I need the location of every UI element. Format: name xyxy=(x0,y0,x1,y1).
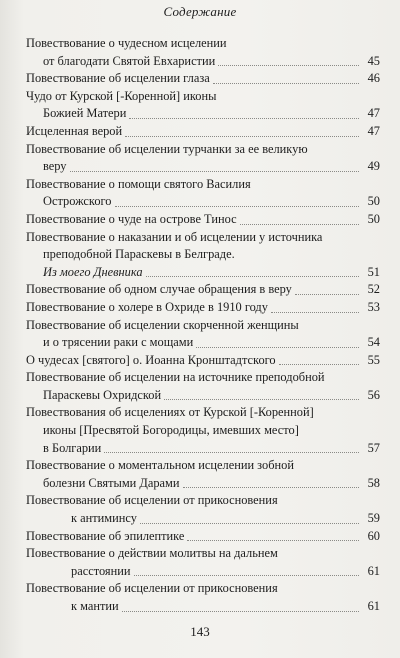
toc-entry-page: 46 xyxy=(367,71,380,86)
dot-leader xyxy=(129,118,359,119)
toc-entry-title: Повествование о наказании и об исцелении у источника xyxy=(26,229,323,244)
toc-entry-title: веру xyxy=(43,159,67,174)
dot-leader xyxy=(218,65,359,66)
dot-leader xyxy=(164,399,359,400)
page-title: Содержание xyxy=(163,4,237,19)
toc-entry xyxy=(26,158,380,176)
dot-leader xyxy=(134,575,360,576)
toc-entry-title: Повествование о моментальном исцелении зобной xyxy=(26,458,294,473)
toc-entry-page: 50 xyxy=(367,194,380,209)
toc-entry-page: 58 xyxy=(367,475,380,490)
dot-leader xyxy=(213,83,359,84)
toc-entry-page: 51 xyxy=(367,264,380,279)
toc-entry-title: и о трясении раки с мощами xyxy=(43,335,194,350)
toc-entry xyxy=(26,387,380,405)
dot-leader xyxy=(240,224,359,225)
toc-entry-page: 54 xyxy=(367,335,380,350)
toc-entry xyxy=(26,492,380,510)
toc-entry-page: 61 xyxy=(367,599,380,613)
toc-entry-page: 45 xyxy=(367,53,380,68)
toc-entry xyxy=(26,105,380,123)
dot-leader xyxy=(279,364,359,365)
toc-entry-title: Повествование об исцелении от прикосновения xyxy=(26,581,278,596)
toc-entry-page: 57 xyxy=(367,440,380,455)
toc-entry xyxy=(26,475,380,493)
toc-entry-title: Повествование об одном случае обращения в веру xyxy=(26,282,292,297)
toc-entry xyxy=(26,70,380,88)
toc-entry xyxy=(26,563,380,581)
toc-entry xyxy=(26,176,380,194)
toc-entry-page: 47 xyxy=(367,106,380,121)
toc-entry xyxy=(26,334,380,352)
toc-entry xyxy=(26,211,380,229)
toc-entry xyxy=(26,246,380,264)
toc-entry-title: Повествование о чудесном исцелении xyxy=(26,36,227,50)
toc-entry xyxy=(26,299,380,317)
toc-entry xyxy=(26,281,380,299)
toc-entry-page: 53 xyxy=(367,299,380,314)
dot-leader xyxy=(140,523,359,524)
toc-entry-title: Повествование о чуде на острове Тинос xyxy=(26,211,237,226)
toc-entry-title: Повествование об исцелении от прикосновения xyxy=(26,493,278,508)
toc-entry-title: О чудесах [святого] о. Иоанна Кронштадтского xyxy=(26,352,276,367)
toc-entry xyxy=(26,528,380,546)
toc-entry-title: Чудо от Курской [-Коренной] иконы xyxy=(26,88,217,103)
toc-entry xyxy=(26,440,380,458)
toc-entry xyxy=(26,53,380,71)
toc-entry xyxy=(26,123,380,141)
toc-entry xyxy=(26,352,380,370)
toc-entry-title: Повествование об эпилептике xyxy=(26,528,185,543)
toc-entry-title: преподобной Параскевы в Белграде. xyxy=(43,247,235,262)
toc-entry-title: в Болгарии xyxy=(43,440,102,455)
toc-entry xyxy=(26,457,380,475)
toc-entry-page: 56 xyxy=(367,387,380,402)
dot-leader xyxy=(271,312,359,313)
toc-entry-title: Повествование об исцелении скорченной женщины xyxy=(26,317,299,332)
toc-entry-page: 47 xyxy=(367,123,380,138)
toc-entry-title: Из моего Дневника xyxy=(43,264,143,279)
dot-leader xyxy=(115,206,360,207)
dot-leader xyxy=(122,611,359,612)
toc-entry xyxy=(26,545,380,563)
toc-entry xyxy=(26,264,380,282)
toc-entry xyxy=(26,229,380,247)
toc-entry-title: Повествование о помощи святого Василия xyxy=(26,176,251,191)
toc-entry-title: Параскевы Охридской xyxy=(43,387,162,402)
toc-entry xyxy=(26,422,380,440)
toc-entry-title: Повествование об исцелении турчанки за ее великую xyxy=(26,141,308,156)
toc-entry-page: 60 xyxy=(367,528,380,543)
toc-entry-title: Исцеленная верой xyxy=(26,123,123,138)
toc-entry xyxy=(26,35,380,53)
toc-entry-title: Острожского xyxy=(43,194,112,209)
toc-entry-title: болезни Святыми Дарами xyxy=(43,475,180,490)
toc-entry xyxy=(26,88,380,106)
dot-leader xyxy=(196,347,359,348)
toc-entry-title: Божией Матери xyxy=(43,106,127,121)
toc-entry xyxy=(26,580,380,598)
toc-entry xyxy=(26,369,380,387)
dot-leader xyxy=(295,294,359,295)
toc-entry-title: расстоянии xyxy=(71,563,131,578)
toc-entry xyxy=(26,317,380,335)
toc-entry-page: 59 xyxy=(367,511,380,526)
toc-entry-title: от благодати Святой Евхаристии xyxy=(43,53,216,68)
table-of-contents xyxy=(26,35,380,616)
toc-entry-title: Повествования об исцелениях от Курской [-Коренной] xyxy=(26,405,314,420)
dot-leader xyxy=(146,276,359,277)
toc-entry-page: 61 xyxy=(367,563,380,578)
toc-entry-page: 50 xyxy=(367,211,380,226)
toc-entry xyxy=(26,510,380,528)
page-number: 143 xyxy=(190,624,210,639)
dot-leader xyxy=(70,171,359,172)
toc-entry xyxy=(26,404,380,422)
toc-entry-title: Повествование о действии молитвы на дальнем xyxy=(26,546,278,561)
toc-entry-title: к мантии xyxy=(71,599,119,613)
toc-entry-page: 55 xyxy=(367,352,380,367)
toc-entry xyxy=(26,193,380,211)
toc-entry-title: к антиминсу xyxy=(71,511,137,526)
toc-entry-page: 52 xyxy=(367,282,380,297)
toc-entry xyxy=(26,598,380,616)
toc-entry-title: иконы [Пресвятой Богородицы, имевших место] xyxy=(43,423,299,438)
toc-entry-title: Повествование о холере в Охриде в 1910 году xyxy=(26,299,268,314)
dot-leader xyxy=(125,136,359,137)
toc-entry xyxy=(26,141,380,159)
dot-leader xyxy=(104,452,359,453)
toc-entry-page: 49 xyxy=(367,159,380,174)
dot-leader xyxy=(187,540,359,541)
toc-entry-title: Повествование об исцелении на источнике преподобной xyxy=(26,370,325,385)
dot-leader xyxy=(183,487,359,488)
toc-entry-title: Повествование об исцелении глаза xyxy=(26,71,210,86)
